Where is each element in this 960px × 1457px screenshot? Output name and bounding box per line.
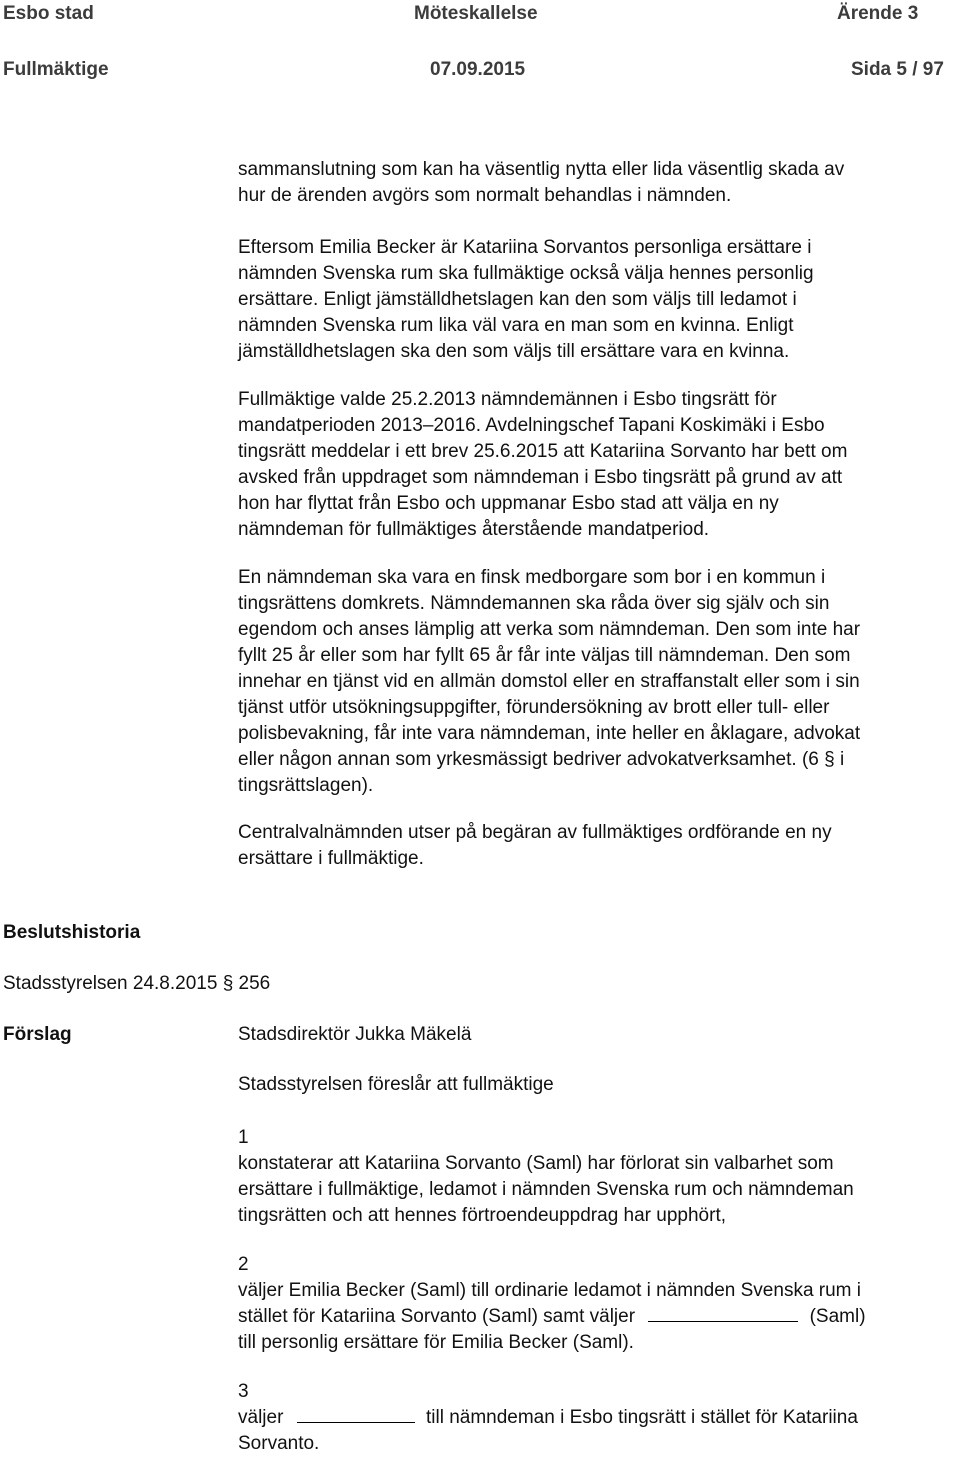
text-line: väljer Emilia Becker (Saml) till ordinarie ledamot i nämnden Svenska rum i xyxy=(238,1280,862,1301)
text-line: egendom och anses lämplig att verka som nämndeman. Den som inte har xyxy=(238,619,861,640)
text-line xyxy=(238,1405,960,1431)
paragraph xyxy=(238,387,960,543)
text-line: tingsrätt meddelar i ett brev 25.6.2015 att Katariina Sorvanto har bett om xyxy=(238,441,848,462)
text-line: hon har flyttat från Esbo och uppmanar Esbo stad att välja en ny xyxy=(238,493,779,514)
text-line: tjänst utför utsökningsuppgifter, förundersökning av brott eller tull- eller xyxy=(238,697,830,718)
header-page: Sida 5 / 97 xyxy=(851,59,944,80)
text-line: nämndeman för fullmäktiges återstående mandatperiod. xyxy=(238,519,710,540)
meeting-reference: Stadsstyrelsen 24.8.2015 § 256 xyxy=(3,973,271,994)
text-line: Fullmäktige valde 25.2.2013 nämndemännen i Esbo tingsrätt för xyxy=(238,389,777,410)
paragraph xyxy=(238,157,960,209)
item-number: 1 xyxy=(238,1127,249,1148)
fill-in-blank xyxy=(648,1305,798,1322)
fill-in-blank xyxy=(297,1406,415,1423)
item-number: 3 xyxy=(238,1381,249,1402)
text-line: tingsrättslagen). xyxy=(238,775,374,796)
proposal-intro: Stadsstyrelsen föreslår att fullmäktige xyxy=(238,1074,554,1095)
text-segment: till nämndeman i Esbo tingsrätt i stället för Katariina xyxy=(425,1407,858,1428)
text-line xyxy=(238,1304,960,1330)
item-number: 2 xyxy=(238,1254,249,1275)
text-line: innehar en tjänst vid en allmän domstol eller en straffanstalt eller som i sin xyxy=(238,671,860,692)
paragraph xyxy=(238,235,960,365)
text-line: till personlig ersättare för Emilia Becker (Saml). xyxy=(238,1332,634,1353)
text-line: fyllt 25 år eller som har fyllt 65 år får inte väljas till nämndeman. Den som xyxy=(238,645,851,666)
text-line: eller någon annan som yrkesmässigt bedriver advokatverksamhet. (6 § i xyxy=(238,749,845,770)
text-line: En nämndeman ska vara en finsk medborgare som bor i en kommun i xyxy=(238,567,826,588)
text-line: ersättare i fullmäktige. xyxy=(238,848,424,869)
text-segment: väljer xyxy=(238,1407,284,1428)
text-line: mandatperioden 2013–2016. Avdelningschef Tapani Koskimäki i Esbo xyxy=(238,415,825,436)
proposal-item xyxy=(238,1125,960,1229)
proposer: Stadsdirektör Jukka Mäkelä xyxy=(238,1024,472,1045)
text-line: nämnden Svenska rum lika väl vara en man som en kvinna. Enligt xyxy=(238,315,794,336)
text-line: sammanslutning som kan ha väsentlig nytta eller lida väsentlig skada av xyxy=(238,159,845,180)
text-line: jämställdhetslagen ska den som väljs till ersättare vara en kvinna. xyxy=(238,341,790,362)
paragraph xyxy=(238,565,960,799)
section-heading: Beslutshistoria xyxy=(3,922,141,943)
text-line: nämnden Svenska rum ska fullmäktige också välja hennes personlig xyxy=(238,263,814,284)
header-org: Esbo stad xyxy=(3,3,94,24)
text-line: ersättare i fullmäktige, ledamot i nämnden Svenska rum och nämndeman xyxy=(238,1179,854,1200)
text-line: Sorvanto. xyxy=(238,1433,320,1454)
text-segment: stället för Katariina Sorvanto (Saml) samt väljer xyxy=(238,1306,636,1327)
header-date: 07.09.2015 xyxy=(430,59,526,80)
header-body: Fullmäktige xyxy=(3,59,109,80)
paragraph xyxy=(238,820,960,872)
header-doc-type: Möteskallelse xyxy=(414,3,538,24)
text-line: polisbevakning, får inte vara nämndeman, inte heller en åklagare, advokat xyxy=(238,723,861,744)
text-line: avsked från uppdraget som nämndeman i Esbo tingsrätt på grund av att xyxy=(238,467,843,488)
proposal-item xyxy=(238,1379,960,1457)
text-line: tingsrätten och att hennes förtroendeuppdrag har upphört, xyxy=(238,1205,727,1226)
text-line: tingsrättens domkrets. Nämndemannen ska råda över sig själv och sin xyxy=(238,593,830,614)
text-line: Centralvalnämnden utser på begäran av fullmäktiges ordförande en ny xyxy=(238,822,832,843)
text-line: konstaterar att Katariina Sorvanto (Saml) har förlorat sin valbarhet som xyxy=(238,1153,834,1174)
proposal-label: Förslag xyxy=(3,1024,72,1045)
text-line: hur de ärenden avgörs som normalt behandlas i nämnden. xyxy=(238,185,732,206)
text-line: ersättare. Enligt jämställdhetslagen kan den som väljs till ledamot i xyxy=(238,289,797,310)
header-item: Ärende 3 xyxy=(837,3,919,24)
proposal-item xyxy=(238,1252,960,1356)
text-line: Eftersom Emilia Becker är Katariina Sorvantos personliga ersättare i xyxy=(238,237,812,258)
text-segment: (Saml) xyxy=(809,1306,866,1327)
